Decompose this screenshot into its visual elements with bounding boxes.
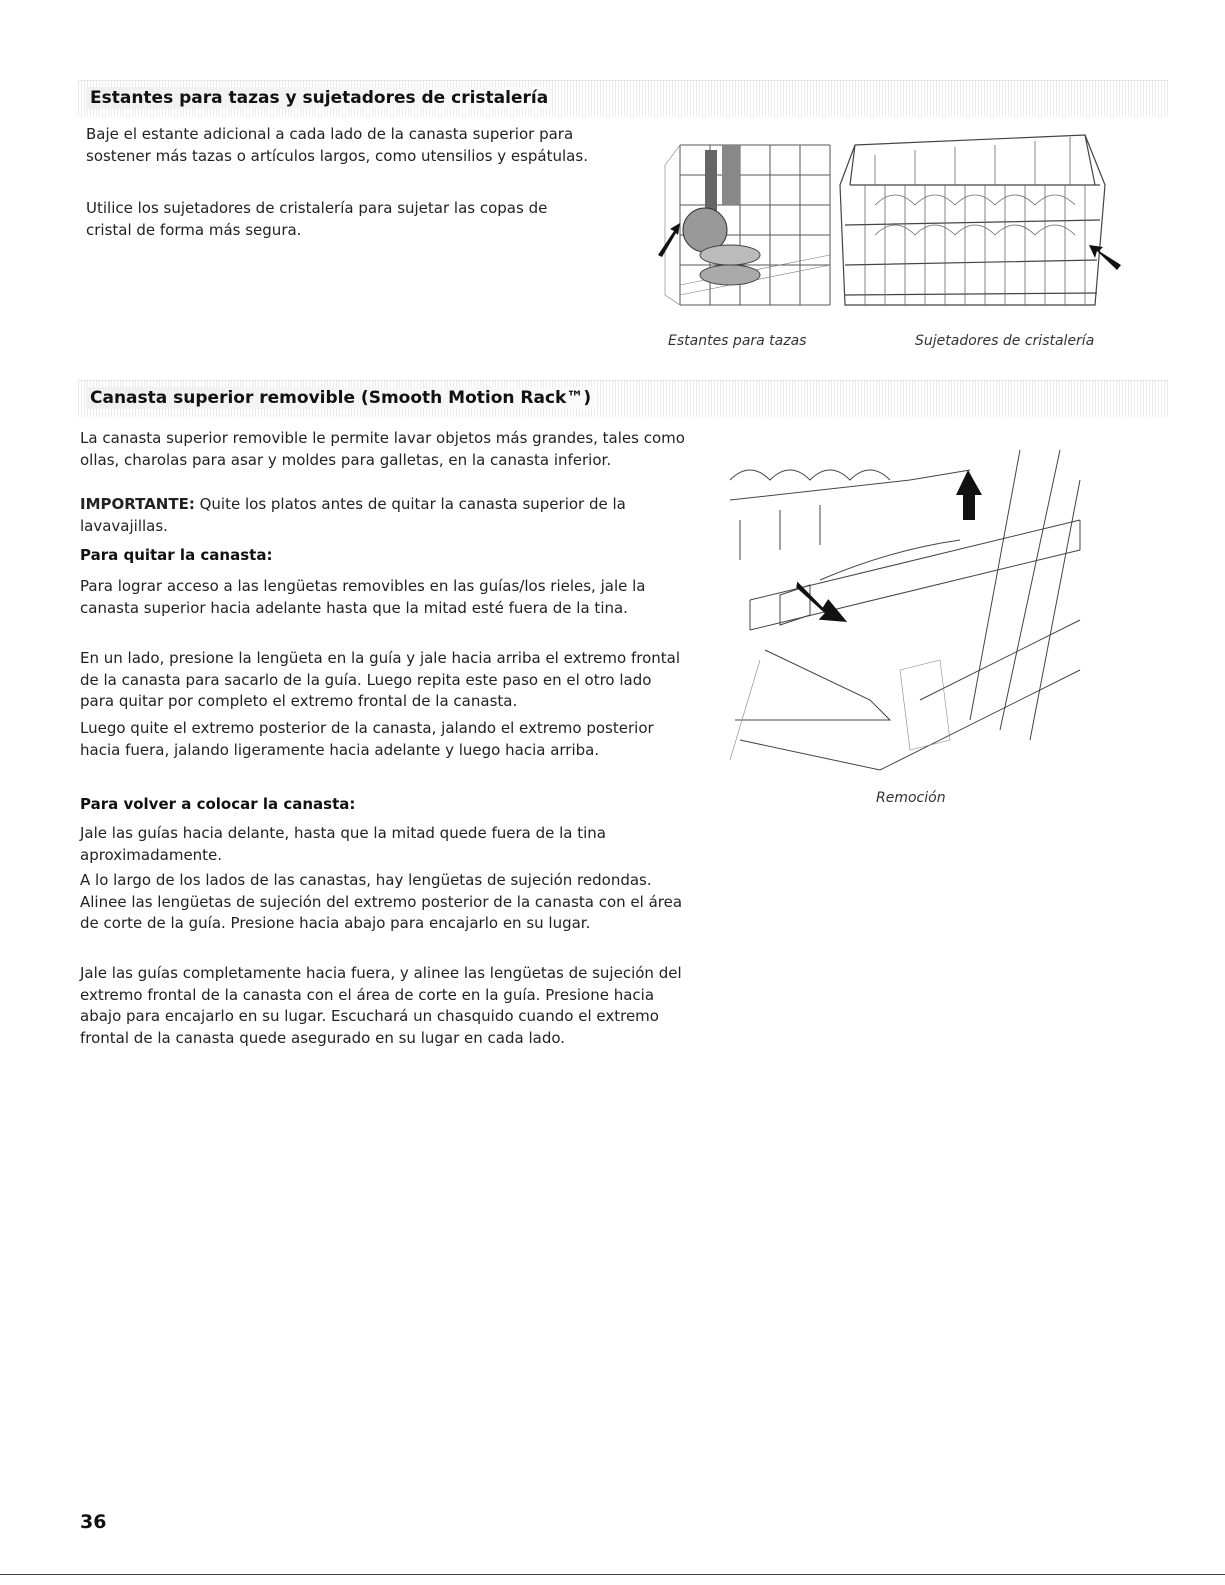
section-header-removable-rack [78,380,1168,417]
remove-step-1: Para lograr acceso a las lengüetas removibles en las guías/los rieles, jale la canasta superior hacia adelante hasta que la mitad esté fuera de la tina. [80,577,646,617]
section-title: Canasta superior removible (Smooth Motion Rack™) [86,387,595,409]
removable-rack-intro: La canasta superior removible le permite lavar objetos más grandes, tales como ollas, charolas para asar y moldes para galletas, en la canasta inferior. [80,429,685,469]
glass-holder-paragraph: Utilice los sujetadores de cristalería para sujetar las copas de cristal de forma más segura. [86,199,548,239]
remove-step-2: En un lado, presione la lengüeta en la guía y jale hacia arriba el extremo frontal de la canasta para sacarlo de la guía. Luego repita este paso en el otro lado para quitar por completo el extremo frontal de la canasta. [80,649,680,710]
caption-removal: Remoción [876,790,946,806]
caption-cup-shelves: Estantes para tazas [668,333,807,349]
important-label: IMPORTANTE: [80,495,195,513]
glassware-holder-illustration [835,125,1125,315]
replace-step-2: A lo largo de los lados de las canastas, hay lengüetas de sujeción redondas. Alinee las lengüetas de sujeción del extremo posterior de la canasta con el área de corte de la guía. Presione hacia abajo para encajarlo en su lugar. [80,871,683,932]
page-number: 36 [80,1511,107,1533]
cup-shelf-paragraph: Baje el estante adicional a cada lado de la canasta superior para sostener más tazas o artículos largos, como utensilios y espátulas. [86,125,588,165]
cup-shelves-illustration [650,135,840,315]
caption-glassware-holders: Sujetadores de cristalería [915,333,1095,349]
replace-step-3: Jale las guías completamente hacia fuera, y alinee las lengüetas de sujeción del extremo frontal de la canasta con el área de corte en la guía. Presione hacia abajo para encajarlo en su lugar. Escuchará un chasquido cuando el extremo frontal de la canasta quede asegurado en su lugar en cada lado. [80,964,682,1047]
bottom-rule [0,1574,1225,1575]
rack-removal-illustration [720,440,1100,785]
important-note [80,494,690,537]
section-title: Estantes para tazas y sujetadores de cristalería [86,87,552,109]
important-text: Quite los platos antes de quitar la canasta superior de la lavavajillas. [80,495,626,535]
subhead-replace-rack: Para volver a colocar la canasta: [80,795,356,813]
replace-step-1: Jale las guías hacia delante, hasta que la mitad quede fuera de la tina aproximadamente. [80,824,606,864]
section-header-cup-shelves [78,80,1168,117]
remove-step-3: Luego quite el extremo posterior de la canasta, jalando el extremo posterior hacia fuera, jalando ligeramente hacia adelante y luego hacia arriba. [80,719,654,759]
subhead-remove-rack: Para quitar la canasta: [80,546,273,564]
